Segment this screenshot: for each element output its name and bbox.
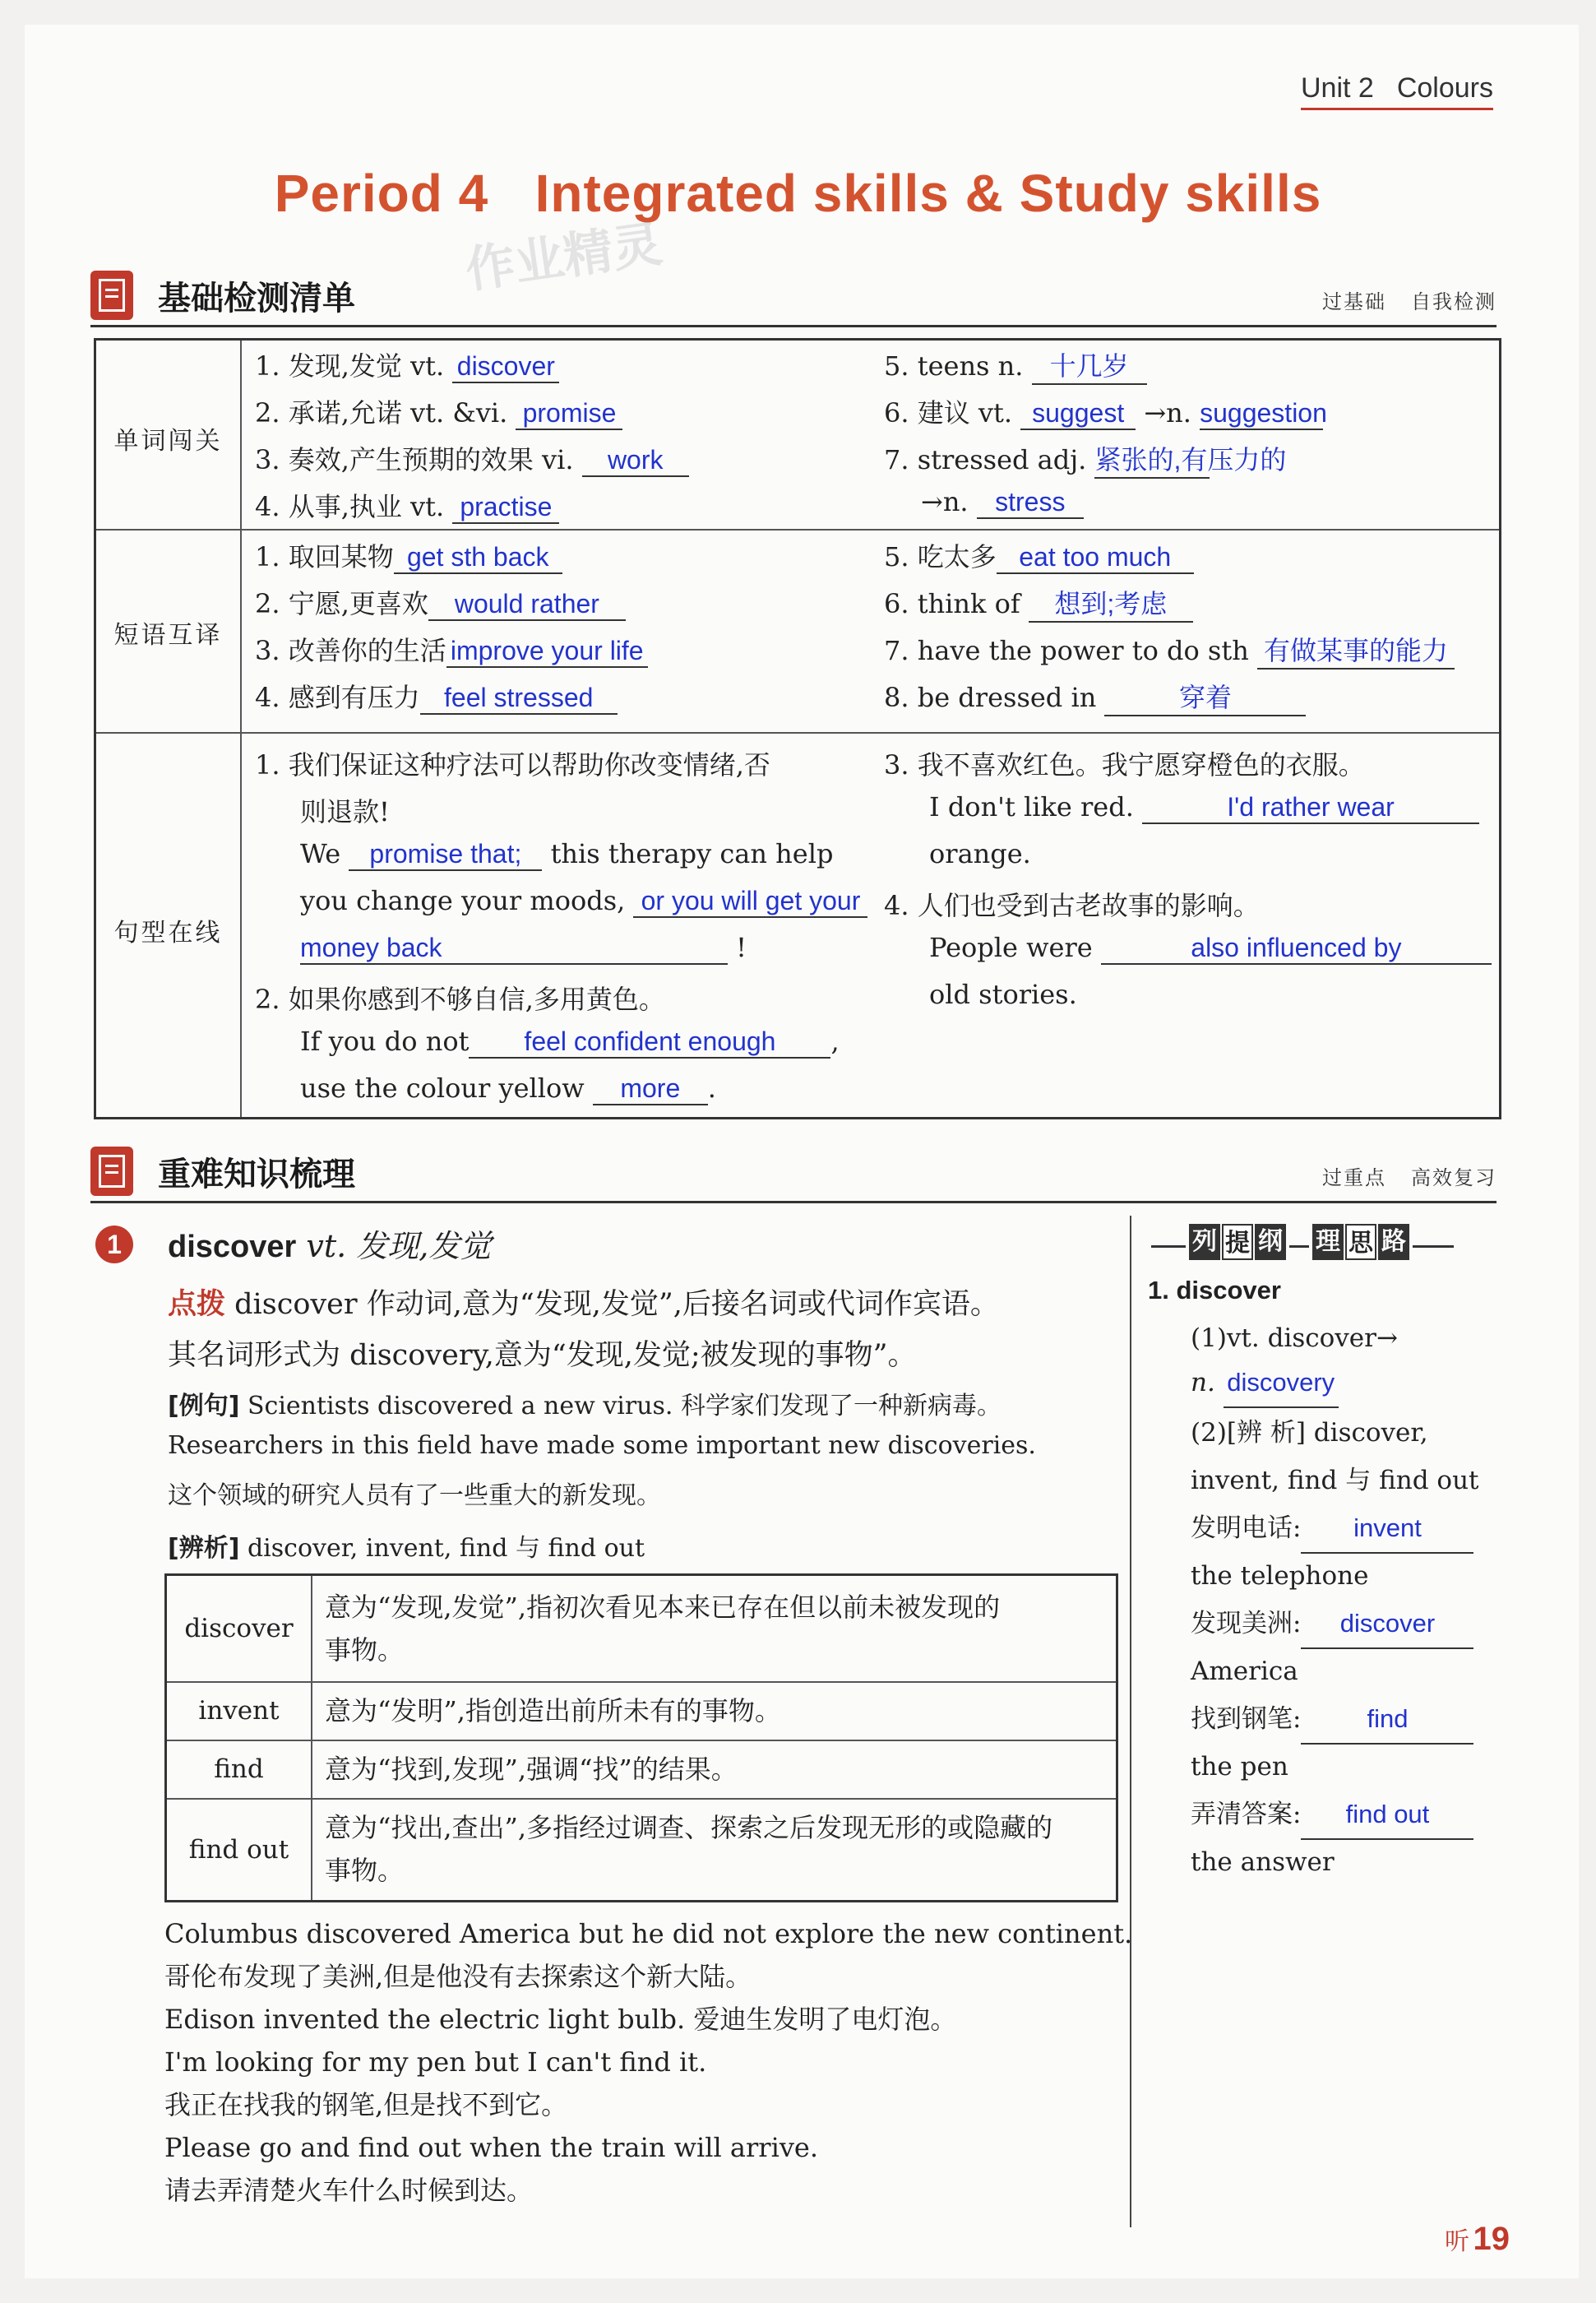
sidebar-line: (1)vt. discover→ [1191, 1323, 1398, 1353]
answer-blank[interactable]: 想到;考虑 [1029, 583, 1193, 623]
answer-blank[interactable]: I'd rather wear [1142, 792, 1479, 824]
vocab-item: 7. stressed adj. 紧张的,有压力的 [884, 439, 1210, 479]
sentence-cn: 4. 人们也受到古老故事的影响。 [884, 890, 1260, 921]
sentence-cn: 1. 我们保证这种疗法可以帮助你改变情绪,否 [255, 749, 770, 781]
phrase-item: 3. 改善你的生活 improve your life [255, 630, 648, 668]
sentence-line: you change your moods, or you will get your [300, 885, 867, 918]
sentence-line: money back ! [300, 932, 747, 963]
table-cell-def: 意为“发明”,指创造出前所未有的事物。 [325, 1695, 781, 1726]
tip-line: 点拨 discover 作动词,意为“发现,发觉”,后接名词或代词作宾语。 [168, 1288, 999, 1321]
sentence-cn: 2. 如果你感到不够自信,多用黄色。 [255, 984, 665, 1015]
answer-blank[interactable]: discover [452, 351, 559, 383]
answer-blank[interactable]: more [593, 1073, 708, 1105]
example-sentence: I'm looking for my pen but I can't find it. [164, 2046, 707, 2078]
phrase-item: 8. be dressed in 穿着 [884, 677, 1306, 716]
answer-blank[interactable]: suggestion [1200, 398, 1323, 430]
table-cell-word: discover [184, 1614, 294, 1643]
table-cell-word: find [214, 1754, 264, 1784]
sidebar-line: (2)[辨 析] discover, [1191, 1418, 1428, 1448]
answer-blank[interactable]: improve your life [446, 636, 648, 668]
table-cell-def: 意为“找出,查出”,多指经过调查、探索之后发现无形的或隐藏的 事物。 [325, 1812, 1053, 1886]
answer-blank[interactable]: find [1301, 1695, 1473, 1745]
example-line: Researchers in this field have made some important new discoveries. [168, 1431, 1036, 1460]
page-number: 听 19 [1445, 2221, 1510, 2257]
point-number-badge: 1 [95, 1226, 133, 1263]
sidebar-line: the pen [1191, 1752, 1288, 1782]
answer-blank[interactable]: get sth back [394, 542, 562, 574]
sentence-line: I don't like red. I'd rather wear [929, 791, 1479, 824]
section-header-basic [90, 267, 1497, 327]
example-line: 这个领域的研究人员有了一些重大的新发现。 [168, 1481, 661, 1510]
phrase-item: 7. have the power to do sth 有做某事的能力 [884, 630, 1455, 670]
answer-blank[interactable]: work [582, 445, 689, 477]
example-sentence: 请去弄清楚火车什么时候到达。 [164, 2175, 534, 2206]
section-title: 重难知识梳理 [158, 1156, 355, 1193]
example-sentence: 我正在找我的钢笔,但是找不到它。 [164, 2089, 568, 2120]
sentence-line: use the colour yellow more . [300, 1073, 716, 1104]
answer-blank[interactable]: 穿着 [1104, 677, 1306, 716]
sentence-cn: 3. 我不喜欢红色。我宁愿穿橙色的衣服。 [884, 749, 1365, 781]
sentence-cn: 则退款! [300, 796, 390, 827]
vocab-item: 4. 从事,执业 vt. practise [255, 486, 559, 524]
section-header-key [90, 1143, 1497, 1203]
row-label-sentences: 句型在线 [113, 919, 223, 948]
unit-number: Unit 2 [1301, 72, 1374, 104]
row-label-vocab: 单词闯关 [113, 427, 223, 456]
example-sentence: Please go and find out when the train will arrive. [164, 2132, 818, 2163]
vocab-item: 6. 建议 vt. suggest →n. suggestion [884, 397, 1327, 429]
table-cell-word: find out [188, 1835, 289, 1865]
vocab-item: 2. 承诺,允诺 vt. &vi. promise [255, 392, 622, 430]
answer-blank[interactable]: feel stressed [420, 683, 618, 715]
table-cell-word: invent [198, 1696, 280, 1726]
vocab-item: 1. 发现,发觉 vt. discover [255, 345, 559, 383]
answer-blank[interactable]: 有做某事的能力 [1257, 630, 1455, 670]
answer-blank[interactable]: promise [516, 398, 622, 430]
answer-blank[interactable]: or you will get your [633, 886, 867, 918]
point-title: discover vt. 发现,发觉 [168, 1228, 492, 1264]
phrase-item: 1. 取回某物 get sth back [255, 536, 562, 574]
book-icon [90, 1147, 133, 1196]
sidebar-line: invent, find 与 find out [1191, 1466, 1479, 1495]
answer-blank[interactable]: eat too much [997, 542, 1194, 574]
book-icon [90, 271, 133, 320]
watermark: 作业精灵 [461, 215, 666, 300]
sidebar-header: 列 提 纲 理 思 路 [1151, 1224, 1497, 1265]
example-sentence: Columbus discovered America but he did not explore the new continent. [164, 1918, 1133, 1949]
answer-blank[interactable]: stress [977, 487, 1084, 519]
unit-header [1301, 72, 1493, 110]
sentence-line: If you do not feel confident enough , [300, 1026, 840, 1057]
sidebar-line: 找到钢笔: find [1191, 1695, 1473, 1745]
answer-blank[interactable]: feel confident enough [469, 1026, 830, 1059]
sidebar-line: the answer [1191, 1847, 1335, 1877]
comparison-table [164, 1573, 1118, 1902]
table-cell-def: 意为“找到,发现”,强调“找”的结果。 [325, 1754, 738, 1785]
answer-blank[interactable]: also influenced by [1101, 933, 1492, 965]
answer-blank[interactable]: would rather [428, 589, 626, 621]
answer-blank[interactable]: discovery [1224, 1359, 1339, 1408]
sidebar-line: America [1191, 1657, 1298, 1686]
answer-blank[interactable]: invent [1301, 1504, 1473, 1554]
answer-blank[interactable]: 紧张的,有压力的 [1094, 439, 1210, 479]
analysis-line: [辨析] discover, invent, find 与 find out [168, 1534, 645, 1563]
section-title: 基础检测清单 [158, 280, 355, 317]
vocab-item: 5. teens n. 十几岁 [884, 345, 1147, 385]
unit-topic: Colours [1396, 72, 1493, 104]
answer-blank[interactable]: discover [1301, 1600, 1473, 1649]
row-label-phrases: 短语互译 [113, 621, 223, 650]
sentence-line: People were also influenced by [929, 932, 1492, 965]
section-tag: 过基础 自我检测 [1322, 290, 1497, 313]
section-tag: 过重点 高效复习 [1322, 1166, 1497, 1189]
sidebar-line: 发明电话: invent [1191, 1504, 1473, 1554]
table-cell-def: 意为“发现,发觉”,指初次看见本来已存在但以前未被发现的 事物。 [325, 1592, 1001, 1666]
answer-blank[interactable]: 十几岁 [1032, 345, 1147, 385]
sidebar-item: 1. discover [1148, 1276, 1281, 1304]
sentence-line: old stories. [929, 979, 1077, 1010]
sidebar-line: 弄清答案: find out [1191, 1791, 1473, 1840]
vocab-item: 3. 奏效,产生预期的效果 vi. work [255, 439, 689, 477]
phrase-item: 5. 吃太多 eat too much [884, 536, 1194, 574]
phrase-item: 2. 宁愿,更喜欢 would rather [255, 583, 626, 621]
tip-line: 其名词形式为 discovery,意为“发现,发觉;被发现的事物”。 [168, 1339, 917, 1372]
answer-blank[interactable]: promise that; [349, 839, 542, 871]
answer-blank[interactable]: practise [452, 492, 559, 524]
sentence-line: orange. [929, 838, 1031, 869]
example-sentence: 哥伦布发现了美洲,但是他没有去探索这个新大陆。 [164, 1961, 752, 1992]
sentence-line: We promise that; this therapy can help [300, 838, 834, 869]
answer-blank[interactable]: find out [1301, 1791, 1473, 1840]
page-title: Period 4 Integrated skills & Study skills [274, 164, 1322, 223]
answer-blank[interactable]: suggest [1020, 398, 1136, 430]
sidebar-line: 发现美洲: discover [1191, 1600, 1473, 1649]
answer-blank[interactable]: money back [300, 933, 728, 965]
sidebar-line: n. discovery [1191, 1359, 1339, 1408]
example-sentence: Edison invented the electric light bulb. 爱迪生发明了电灯泡。 [164, 2004, 957, 2035]
vocab-item-derived: →n. stress [921, 486, 1084, 519]
sidebar-divider [1130, 1216, 1131, 2227]
sidebar-line: the telephone [1191, 1561, 1369, 1591]
phrase-item: 4. 感到有压力 feel stressed [255, 677, 618, 715]
phrase-item: 6. think of 想到;考虑 [884, 583, 1193, 623]
example-line: [例句] Scientists discovered a new virus. 科学家们发现了一种新病毒。 [168, 1392, 1002, 1420]
